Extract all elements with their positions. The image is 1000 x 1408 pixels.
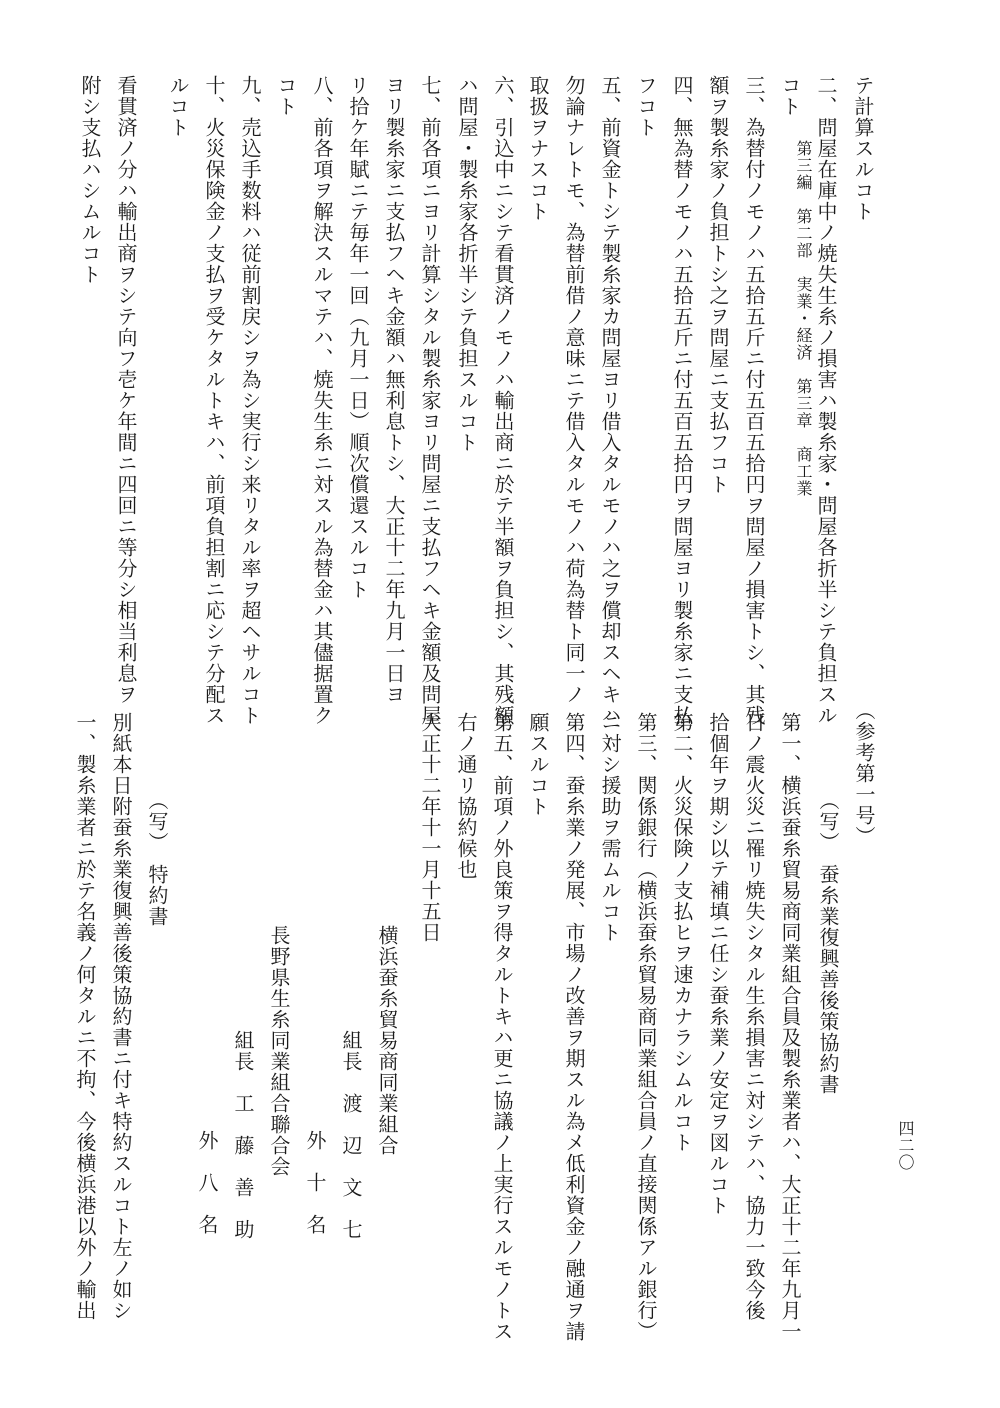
upper-line: 勿論ナレトモ、為替前借ノ意味ニテ借入タルモノハ荷為替ト同一ノ [562,75,586,705]
upper-line: 取扱ヲナスコト [526,75,550,222]
agreement-date: 大正十二年十一月十五日 [418,712,442,943]
agreement-line: 願スルコト [526,712,550,817]
signatory-name: 組長 渡 辺 文 七 [339,1030,363,1240]
signatory-others: 外 八 名 [195,1130,219,1235]
agreement-line: 第四、蚕糸業ノ発展、市場ノ改善ヲ期スル為メ低利資金ノ融通ヲ請 [562,712,586,1342]
upper-line: 二、問屋在庫中ノ焼失生糸ノ損害ハ製糸家・問屋各折半シテ負担スル [814,75,838,726]
agreement-line: 日ノ震火災ニ罹リ焼失シタル生糸損害ニ対シテハ、協力一致今後 [742,712,766,1321]
upper-line: 七、前各項ニヨリ計算シタル製糸家ヨリ問屋ニ支払フヘキ金額及問屋 [418,75,442,726]
upper-line: ヨリ製糸家ニ支払フヘキ金額ハ無利息トシ、大正十二年九月一日ヨ [382,75,406,705]
upper-line: 四、無為替ノモノハ五拾五斤ニ付五百五拾円ヲ問屋ヨリ製糸家ニ支払 [670,75,694,726]
upper-line: リ拾ケ年賦ニテ毎年一回（九月一日）順次償還スルコト [346,75,370,600]
upper-line: コト [274,75,298,117]
upper-line: フコト [634,75,658,138]
upper-line: 額ヲ製糸家ノ負担トシ之ヲ問屋ニ支払フコト [706,75,730,495]
signatory-others: 外 十 名 [303,1130,327,1235]
special-agreement-title: （写） 特約書 [145,790,169,927]
running-head: 第三編 第二部 実業・経済 第三章 商工業 [794,140,813,497]
upper-line: ルコト [166,75,190,138]
special-agreement-line: 別紙本日附蚕糸業復興善後策協約書ニ付キ特約スルコト左ノ如シ [109,712,133,1321]
page-number: 四二〇 [896,1120,915,1171]
agreement-line: 右ノ通リ協約候也 [454,712,478,880]
signatory-org: 長野県生糸同業組合聯合会 [267,925,291,1177]
upper-line: テ計算スルコト [851,75,875,222]
upper-line: 五、前資金トシテ製糸家カ問屋ヨリ借入タルモノハ之ヲ償却スヘキハ [598,75,622,726]
agreement-line: ニ対シ援助ヲ需ムルコト [598,712,622,943]
upper-line: 三、為替付ノモノハ五拾五斤ニ付五百五拾円ヲ問屋ノ損害トシ、其残 [742,75,766,726]
agreement-line: 拾個年ヲ期シ以テ補填ニ任シ蚕糸業ノ安定ヲ図ルコト [706,712,730,1216]
upper-line: 附シ支払ハシムルコト [78,75,102,285]
reference-heading: （参考第一号） [852,700,876,847]
agreement-line: 第一、横浜蚕糸貿易商同業組合員及製糸業者ハ、大正十二年九月一 [778,712,802,1342]
special-agreement-line: 一、製糸業者ニ於テ名義ノ何タルニ不拘、今後横浜港以外ノ輸出 [73,712,97,1321]
upper-line: ハ問屋・製糸家各折半シテ負担スルコト [455,75,479,453]
agreement-line: 第三、関係銀行（横浜蚕糸貿易商同業組合員ノ直接関係アル銀行） [634,712,658,1342]
signatory-name: 組長 工 藤 善 助 [231,1030,255,1240]
document-title: （写） 蚕糸業復興善後策協約書 [816,790,840,1095]
upper-line: 看貫済ノ分ハ輸出商ヲシテ向フ壱ケ年間ニ四回ニ等分シ相当利息ヲ [114,75,138,705]
upper-line: 十、火災保険金ノ支払ヲ受ケタルトキハ、前項負担割ニ応シテ分配ス [202,75,226,726]
upper-line: コト [778,75,802,117]
upper-line: 六、引込中ニシテ看貫済ノモノハ輸出商ニ於テ半額ヲ負担シ、其残額 [491,75,515,726]
agreement-line: 第二、火災保険ノ支払ヒヲ速カナラシムルコト [670,712,694,1153]
upper-line: 八、前各項ヲ解決スルマテハ、焼失生糸ニ対スル為替金ハ其儘据置ク [310,75,334,726]
signatory-org: 横浜蚕糸貿易商同業組合 [375,925,399,1156]
upper-line: 九、売込手数料ハ従前割戻シヲ為シ実行シ来リタル率ヲ超ヘサルコト [238,75,262,726]
agreement-line: 第五、前項ノ外良策ヲ得タルトキハ更ニ協議ノ上実行スルモノトス [490,712,514,1342]
